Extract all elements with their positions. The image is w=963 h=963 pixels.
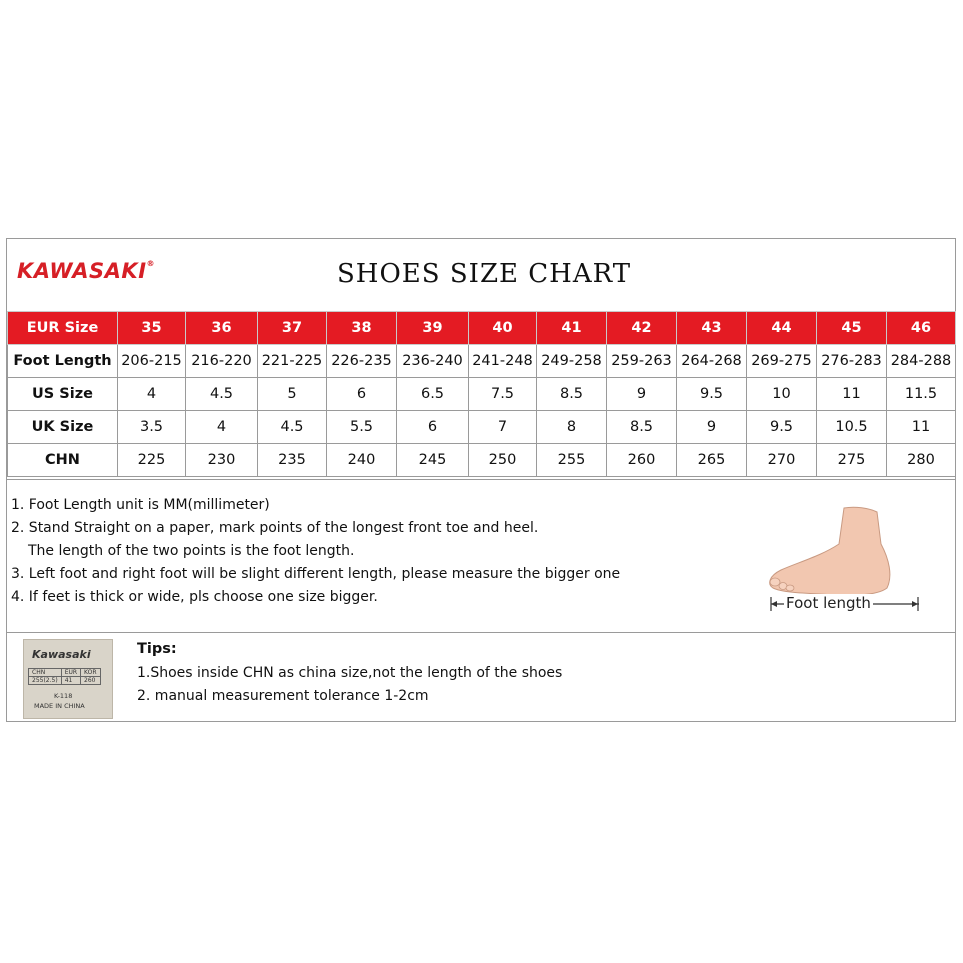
size-cell: 11 — [817, 378, 887, 411]
size-cell: 4 — [118, 378, 186, 411]
size-row-chn — [8, 444, 956, 477]
size-cell: 216-220 — [186, 345, 258, 378]
measurement-notes — [7, 479, 955, 632]
foot-length-label: Foot length — [786, 594, 871, 612]
size-cell: 5.5 — [327, 411, 397, 444]
row-label: CHN — [8, 444, 118, 477]
size-cell: 4.5 — [186, 378, 258, 411]
chart-title: SHOES SIZE CHART — [337, 259, 632, 289]
size-cell: 43 — [677, 312, 747, 345]
size-cell: 221-225 — [258, 345, 327, 378]
size-cell: 255 — [537, 444, 607, 477]
tag-made-in: MADE IN CHINA — [34, 702, 85, 710]
size-cell: 259-263 — [607, 345, 677, 378]
note-item: 4. If feet is thick or wide, pls choose one size bigger. — [11, 589, 378, 605]
size-cell: 284-288 — [887, 345, 956, 378]
note-item: 3. Left foot and right foot will be slight different length, please measure the bigger one — [11, 566, 621, 582]
size-cell: 8.5 — [537, 378, 607, 411]
size-cell: 7 — [469, 411, 537, 444]
tag-brand: Kawasaki — [32, 648, 91, 661]
size-cell: 265 — [677, 444, 747, 477]
size-cell: 3.5 — [118, 411, 186, 444]
foot-illustration — [759, 504, 919, 619]
size-cell: 39 — [397, 312, 469, 345]
size-cell: 250 — [469, 444, 537, 477]
size-row-uk — [8, 411, 956, 444]
size-cell: 4.5 — [258, 411, 327, 444]
size-cell: 270 — [747, 444, 817, 477]
size-cell: 276-283 — [817, 345, 887, 378]
size-cell: 264-268 — [677, 345, 747, 378]
size-cell: 44 — [747, 312, 817, 345]
row-label: Foot Length — [8, 345, 118, 378]
size-cell: 41 — [537, 312, 607, 345]
size-cell: 280 — [887, 444, 956, 477]
size-cell: 11 — [887, 411, 956, 444]
size-cell: 36 — [186, 312, 258, 345]
note-item: 1. Foot Length unit is MM(millimeter) — [11, 497, 270, 513]
size-cell: 35 — [118, 312, 186, 345]
size-cell: 8.5 — [607, 411, 677, 444]
size-cell: 245 — [397, 444, 469, 477]
size-cell: 7.5 — [469, 378, 537, 411]
size-table — [7, 311, 956, 477]
tag-header: EUR — [61, 669, 80, 677]
size-row-eur — [8, 312, 956, 345]
tag-model: K-118 — [54, 692, 73, 700]
tag-value: 41 — [61, 677, 80, 685]
tag-header: CHN — [29, 669, 62, 677]
size-cell: 8 — [537, 411, 607, 444]
size-cell: 9.5 — [747, 411, 817, 444]
row-label: US Size — [8, 378, 118, 411]
size-cell: 45 — [817, 312, 887, 345]
shoe-tag-photo — [23, 639, 113, 719]
brand-logo: KAWASAKI® — [17, 259, 156, 283]
size-cell: 206-215 — [118, 345, 186, 378]
note-continuation: The length of the two points is the foot length. — [28, 543, 355, 559]
chart-header — [7, 239, 955, 311]
size-cell: 9 — [607, 378, 677, 411]
size-cell: 46 — [887, 312, 956, 345]
size-cell: 38 — [327, 312, 397, 345]
row-label: UK Size — [8, 411, 118, 444]
size-cell: 269-275 — [747, 345, 817, 378]
size-cell: 9.5 — [677, 378, 747, 411]
size-cell: 9 — [677, 411, 747, 444]
size-cell: 240 — [327, 444, 397, 477]
size-row-foot-length — [8, 345, 956, 378]
size-cell: 226-235 — [327, 345, 397, 378]
size-row-us — [8, 378, 956, 411]
tips-title: Tips: — [137, 641, 177, 657]
note-item — [11, 540, 620, 563]
tag-header: KOR — [81, 669, 101, 677]
size-cell: 225 — [118, 444, 186, 477]
size-cell: 236-240 — [397, 345, 469, 378]
row-label: EUR Size — [8, 312, 118, 345]
size-cell: 10 — [747, 378, 817, 411]
tag-value: 255(2.5) — [29, 677, 62, 685]
size-cell: 235 — [258, 444, 327, 477]
size-cell: 260 — [607, 444, 677, 477]
size-cell: 249-258 — [537, 345, 607, 378]
size-cell: 5 — [258, 378, 327, 411]
tip-line: 1.Shoes inside CHN as china size,not the length of the shoes — [137, 665, 563, 681]
size-cell: 275 — [817, 444, 887, 477]
size-cell: 4 — [186, 411, 258, 444]
tag-size-grid — [28, 668, 101, 685]
size-cell: 241-248 — [469, 345, 537, 378]
size-cell: 6 — [397, 411, 469, 444]
size-chart-panel — [6, 238, 956, 722]
size-cell: 6.5 — [397, 378, 469, 411]
size-cell: 42 — [607, 312, 677, 345]
tip-line: 2. manual measurement tolerance 1-2cm — [137, 688, 429, 704]
size-cell: 40 — [469, 312, 537, 345]
size-cell: 11.5 — [887, 378, 956, 411]
note-item: 2. Stand Straight on a paper, mark points of the longest front toe and heel. — [11, 520, 539, 536]
size-cell: 10.5 — [817, 411, 887, 444]
size-cell: 6 — [327, 378, 397, 411]
tag-value: 260 — [81, 677, 101, 685]
size-cell: 230 — [186, 444, 258, 477]
tips-section — [7, 632, 955, 722]
size-cell: 37 — [258, 312, 327, 345]
